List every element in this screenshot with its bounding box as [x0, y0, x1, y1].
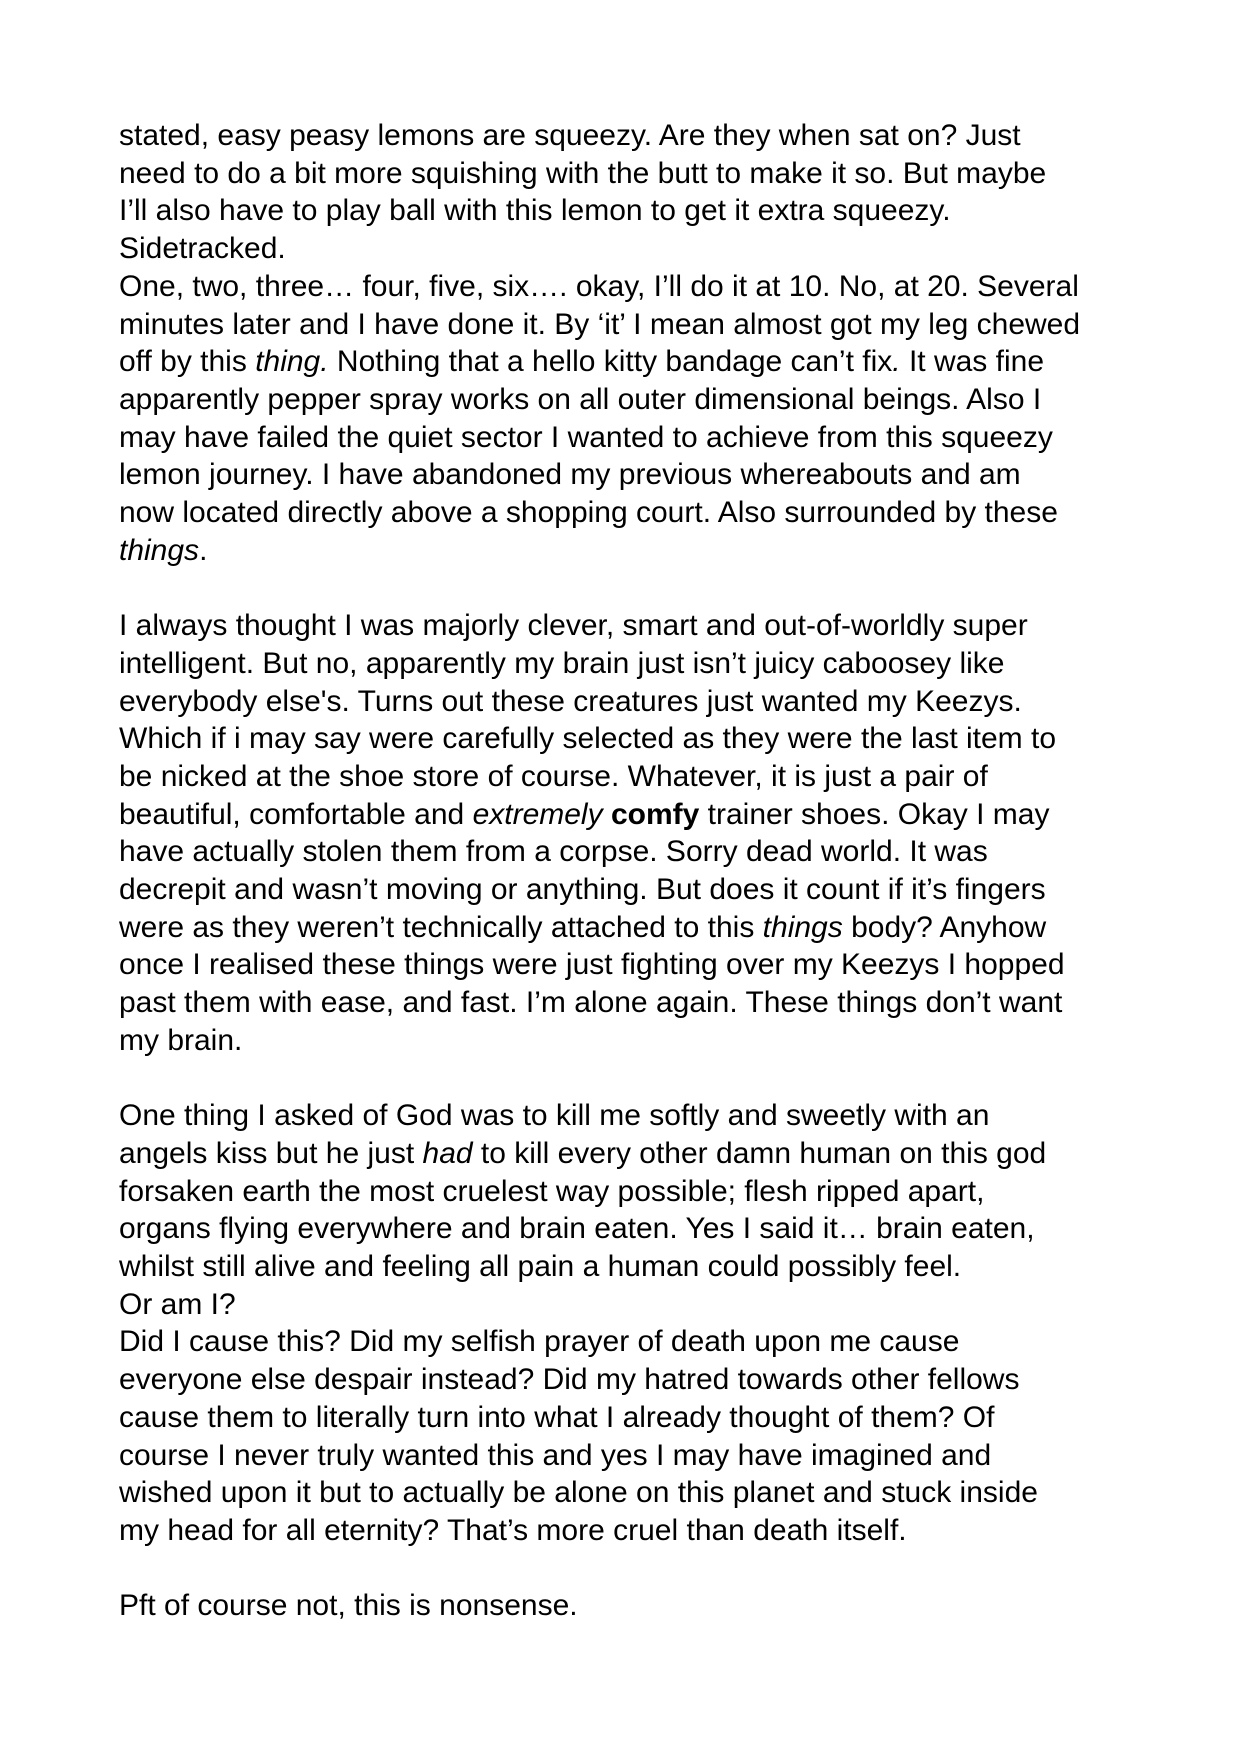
italic-text: had	[422, 1136, 473, 1170]
text-line	[119, 758, 1139, 796]
text-line	[119, 1210, 1139, 1248]
text-run: course I never truly wanted this and yes I may have imagined and	[119, 1438, 992, 1472]
text-run: Sidetracked.	[119, 232, 286, 266]
text-line	[119, 720, 1139, 758]
text-run: past them with ease, and fast. I’m alone again. These things don’t want	[119, 986, 1063, 1020]
text-line	[119, 494, 1139, 532]
text-run: One, two, three… four, five, six…. okay, I’ll do it at 10. No, at 20. Several	[119, 269, 1079, 303]
text-line	[119, 1248, 1139, 1286]
text-line	[119, 532, 1139, 570]
text-line	[119, 645, 1139, 683]
text-run: Pft of course not, this is nonsense.	[119, 1589, 578, 1623]
paragraph-gap	[119, 569, 1139, 607]
text-run: intelligent. But no, apparently my brain just isn’t juicy caboosey like	[119, 646, 1005, 680]
text-line	[119, 909, 1139, 947]
text-line	[119, 607, 1139, 645]
text-run: Nothing that a hello kitty bandage can’t fix	[328, 345, 893, 379]
text-run: my brain.	[119, 1023, 243, 1057]
text-line	[119, 984, 1139, 1022]
text-run: I’ll also have to play ball with this lemon to get it extra squeezy.	[119, 194, 951, 228]
text-run: beautiful, comfortable and	[119, 797, 473, 831]
text-run: whilst still alive and feeling all pain a human could possibly feel.	[119, 1250, 962, 1284]
text-run: may have failed the quiet sector I wanted to achieve from this squeezy	[119, 420, 1053, 454]
text-run: forsaken earth the most cruelest way possible; flesh ripped apart,	[119, 1174, 985, 1208]
text-line	[119, 1512, 1139, 1550]
text-run	[603, 798, 611, 831]
text-line	[119, 117, 1139, 155]
text-line	[119, 1587, 1139, 1625]
text-line	[119, 1173, 1139, 1211]
text-run: cause them to literally turn into what I already thought of them? Of	[119, 1400, 995, 1434]
text-line	[119, 833, 1139, 871]
text-line	[119, 1022, 1139, 1060]
text-run: minutes later and I have done it. By ‘it’ I mean almost got my leg chewed	[119, 307, 1081, 341]
text-line	[119, 381, 1139, 419]
text-line	[119, 192, 1139, 230]
text-run: once I realised these things were just fighting over my Keezys I hopped	[119, 948, 1065, 982]
text-run: I always thought I was majorly clever, smart and out-of-worldly super	[119, 609, 1028, 643]
text-line	[119, 1097, 1139, 1135]
paragraph	[119, 117, 1139, 569]
text-line	[119, 343, 1139, 381]
text-run: everyone else despair instead? Did my hatred towards other fellows	[119, 1363, 1020, 1397]
text-line	[119, 1135, 1139, 1173]
italic-text: extremely	[472, 797, 603, 831]
text-line	[119, 155, 1139, 193]
text-run: angels kiss but he just	[119, 1136, 423, 1170]
italic-text: things	[762, 910, 843, 944]
text-run: need to do a bit more squishing with the butt to make it so. But maybe	[119, 156, 1047, 190]
text-run: decrepit and wasn’t moving or anything. But does it count if it’s fingers	[119, 873, 1046, 907]
text-run: apparently pepper spray works on all outer dimensional beings. Also I	[119, 382, 1042, 416]
text-run: trainer shoes. Okay I may	[699, 797, 1050, 831]
text-line	[119, 306, 1139, 344]
text-line	[119, 456, 1139, 494]
text-run: to kill every other damn human on this god	[472, 1136, 1047, 1170]
text-run: now located directly above a shopping court. Also surrounded by these	[119, 496, 1058, 530]
text-run: Or am I?	[119, 1287, 236, 1321]
italic-text: .	[892, 345, 901, 379]
text-line	[119, 683, 1139, 721]
text-line	[119, 1474, 1139, 1512]
text-run: One thing I asked of God was to kill me softly and sweetly with an	[119, 1099, 990, 1133]
text-line	[119, 796, 1139, 834]
document-body	[119, 117, 1139, 1625]
text-run: my head for all eternity? That’s more cruel than death itself.	[119, 1513, 907, 1547]
text-line	[119, 1399, 1139, 1437]
text-line	[119, 946, 1139, 984]
paragraph	[119, 1097, 1139, 1549]
text-line	[119, 871, 1139, 909]
paragraph	[119, 1587, 1139, 1625]
text-run: were as they weren’t technically attached to this	[119, 910, 763, 944]
text-run: wished upon it but to actually be alone on this planet and stuck inside	[119, 1476, 1038, 1510]
text-line	[119, 1323, 1139, 1361]
paragraph-gap	[119, 1550, 1139, 1588]
text-run: body? Anyhow	[842, 910, 1047, 944]
text-run: be nicked at the shoe store of course. Whatever, it is just a pair of	[119, 759, 988, 793]
text-run: stated, easy peasy lemons are squeezy. Are they when sat on? Just	[119, 119, 1021, 152]
paragraph-gap	[119, 1060, 1139, 1098]
bold-text: comfy	[610, 797, 700, 831]
paragraph	[119, 607, 1139, 1059]
text-run: off by this	[119, 345, 256, 379]
text-line	[119, 230, 1139, 268]
text-run: everybody else's. Turns out these creatures just wanted my Keezys.	[119, 684, 1022, 718]
text-line	[119, 268, 1139, 306]
text-run: It was fine	[900, 345, 1045, 379]
italic-text: thing.	[255, 345, 329, 379]
text-line	[119, 1286, 1139, 1324]
text-run: Did I cause this? Did my selfish prayer of death upon me cause	[119, 1325, 960, 1359]
text-run: have actually stolen them from a corpse. Sorry dead world. It was	[119, 835, 988, 869]
italic-text: things	[119, 533, 200, 567]
text-run: lemon journey. I have abandoned my previous whereabouts and am	[119, 458, 1021, 492]
text-run: .	[199, 533, 208, 567]
text-run: organs flying everywhere and brain eaten. Yes I said it… brain eaten,	[119, 1212, 1035, 1246]
text-line	[119, 1437, 1139, 1475]
text-run: Which if i may say were carefully selected as they were the last item to	[119, 722, 1057, 756]
text-line	[119, 1361, 1139, 1399]
text-line	[119, 419, 1139, 457]
